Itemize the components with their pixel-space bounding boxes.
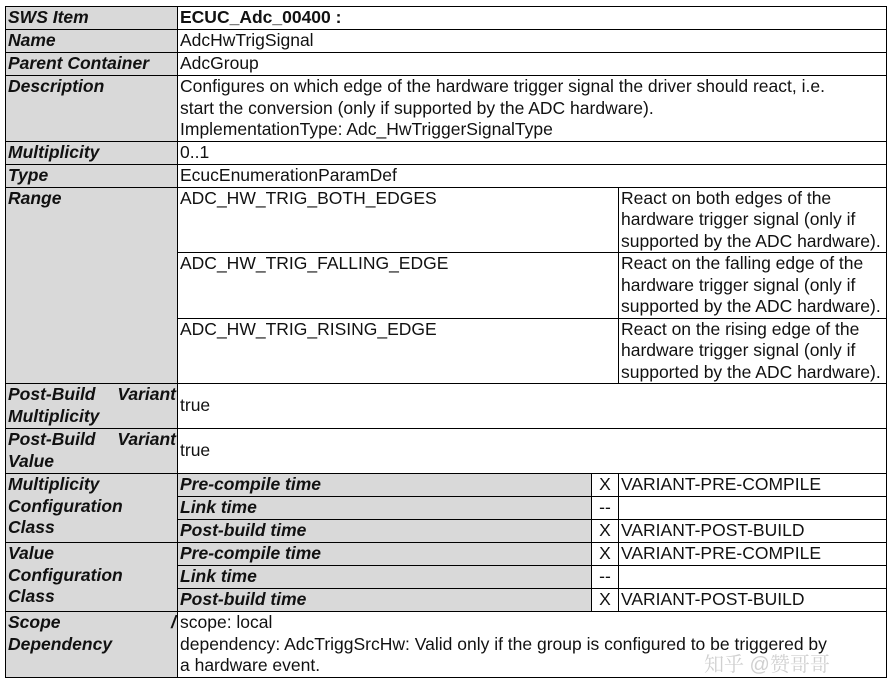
config-variant: VARIANT-PRE-COMPILE [619,543,887,566]
post-build-variant-multiplicity-value: true [178,384,887,429]
config-time: Link time [178,566,592,589]
row-post-build-variant-value [6,429,887,474]
post-build-variant-value-value: true [178,429,887,474]
ecuc-parameter-table [5,6,887,678]
label-part: Variant [117,429,176,449]
row-type [6,164,887,187]
row-post-build-variant-multiplicity [6,384,887,429]
sws-item-value: ECUC_Adc_00400 : [178,7,887,30]
dependency-line: dependency: AdcTriggSrcHw: Valid only if the group is configured to be triggered by [180,633,827,654]
config-mark: X [592,520,619,543]
config-mark: X [592,474,619,497]
config-time: Pre-compile time [178,543,592,566]
row-parent-container [6,53,887,76]
label-part: Dependency [8,633,113,654]
label-part: Post-Build [8,429,96,449]
multiplicity-label: Multiplicity [6,141,178,164]
sws-item-label: SWS Item [6,7,178,30]
config-variant: VARIANT-POST-BUILD [619,520,887,543]
range-item-name: ADC_HW_TRIG_BOTH_EDGES [178,187,619,253]
value-config-class-label [6,543,178,612]
label-part: Configuration [8,495,123,516]
config-mark: X [592,589,619,612]
label-part: / [171,612,176,632]
label-part: Configuration [8,564,123,585]
post-build-variant-value-label [6,429,178,474]
range-desc-line: supported by the ADC hardware). [621,361,881,382]
parent-container-value: AdcGroup [178,53,887,76]
scope-dependency-value [178,612,887,678]
range-desc-line: supported by the ADC hardware). [621,296,881,316]
config-time: Post-build time [178,520,592,543]
multiplicity-value: 0..1 [178,141,887,164]
range-label: Range [6,187,178,384]
row-value-config-class [6,543,887,566]
row-scope-dependency [6,612,887,678]
config-mark: -- [592,566,619,589]
range-item-description [619,318,887,384]
name-value: AdcHwTrigSignal [178,30,887,53]
label-part: Value [8,543,55,563]
label-part: Variant [117,384,176,404]
config-variant: VARIANT-POST-BUILD [619,589,887,612]
row-multiplicity [6,141,887,164]
config-variant [619,497,887,520]
row-name [6,30,887,53]
range-item-name: ADC_HW_TRIG_RISING_EDGE [178,318,619,384]
range-item-description [619,187,887,253]
label-part: Scope [8,612,61,632]
range-item-description [619,253,887,319]
config-mark: -- [592,497,619,520]
config-time: Pre-compile time [178,474,592,497]
type-value: EcucEnumerationParamDef [178,164,887,187]
range-desc-line: hardware trigger signal (only if [621,274,856,295]
config-variant [619,566,887,589]
name-label: Name [6,30,178,53]
row-multiplicity-config-class [6,474,887,497]
range-desc-line: React on the falling edge of the [621,253,864,273]
row-description [6,76,887,142]
label-part: Post-Build [8,384,96,404]
row-sws-item [6,7,887,30]
range-item-name: ADC_HW_TRIG_FALLING_EDGE [178,253,619,319]
config-time: Link time [178,497,592,520]
range-desc-line: hardware trigger signal (only if [621,209,856,229]
range-desc-line: supported by the ADC hardware). [621,230,881,251]
description-line-1: Configures on which edge of the hardware trigger signal the driver should react, i.e. [180,76,825,96]
label-part: Class [8,517,55,537]
multiplicity-config-class-label [6,474,178,543]
dependency-line: a hardware event. [180,655,321,675]
scope-line: scope: local [180,612,273,632]
parent-container-label: Parent Container [6,53,178,76]
description-line-3: ImplementationType: Adc_HwTriggerSignalType [180,119,553,139]
type-label: Type [6,164,178,187]
config-mark: X [592,543,619,566]
row-range-1 [6,187,887,253]
description-value [178,76,887,142]
range-desc-line: hardware trigger signal (only if [621,340,856,360]
config-variant: VARIANT-PRE-COMPILE [619,474,887,497]
label-part: Class [8,586,55,606]
config-time: Post-build time [178,589,592,612]
label-part: Multiplicity [8,405,100,426]
description-line-2: start the conversion (only if supported by the ADC hardware). [180,97,654,118]
label-part: Value [8,450,55,471]
post-build-variant-multiplicity-label [6,384,178,429]
scope-dependency-label [6,612,178,678]
description-label: Description [6,76,178,142]
range-desc-line: React on the rising edge of the [621,318,860,339]
label-part: Multiplicity [8,474,100,494]
range-desc-line: React on both edges of the [621,187,832,208]
watermark: 知乎 @赞哥哥 [704,654,830,676]
